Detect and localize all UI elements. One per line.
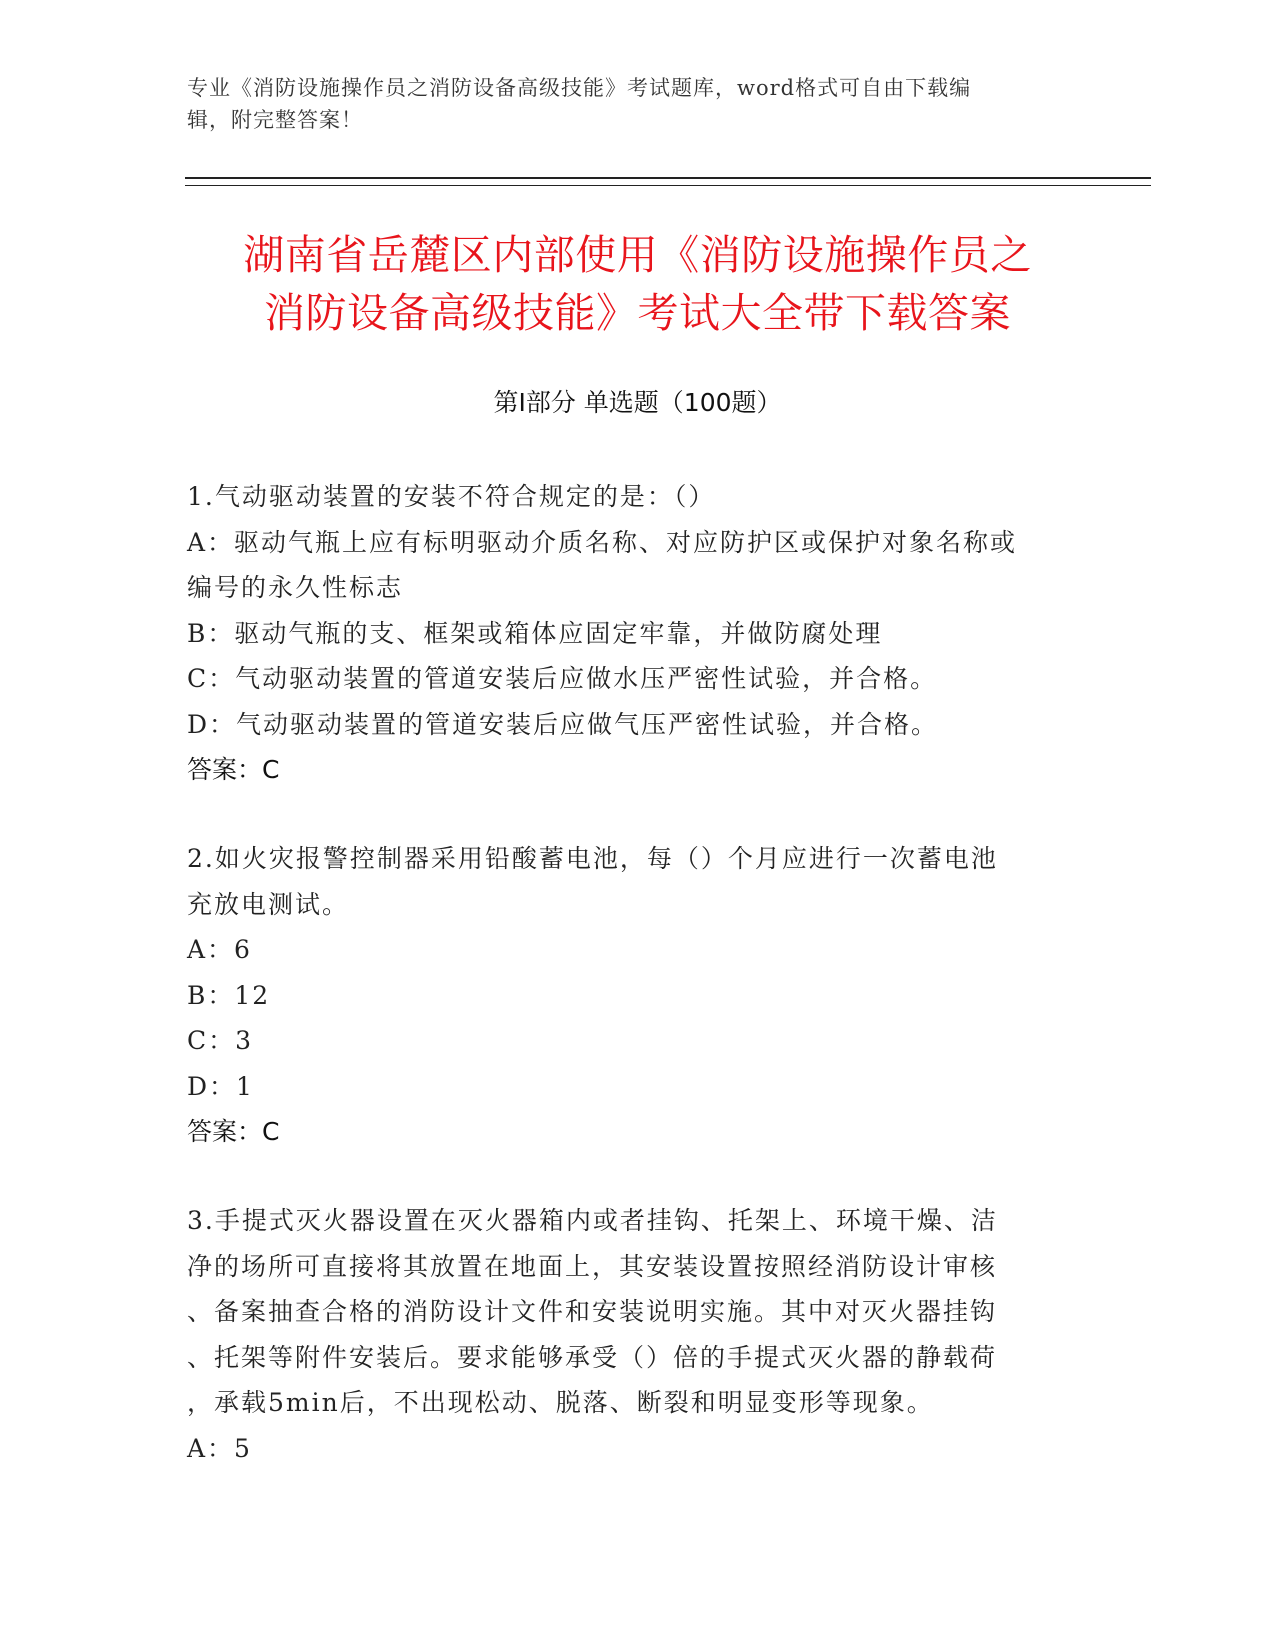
header-note (187, 72, 1087, 136)
question-1 (187, 474, 1067, 793)
question-stem-continued: 充放电测试。 (187, 889, 350, 919)
option-a-continued: 编号的永久性标志 (187, 573, 404, 602)
question-stem: 3.手提式灭火器设置在灭火器箱内或者挂钩、托架上、环境干燥、洁 (187, 1206, 998, 1235)
answer: 答案：C (187, 1117, 280, 1146)
option-d: D：1 (187, 1071, 254, 1101)
option-a: A：驱动气瓶上应有标明驱动介质名称、对应防护区或保护对象名称或 (187, 527, 1018, 557)
question-stem-continued: 、托架等附件安装后。要求能够承受（）倍的手提式灭火器的静载荷 (187, 1342, 998, 1372)
document-title-line-2: 消防设备高级技能》考试大全带下载答案 (264, 289, 1011, 337)
document-title-line-1: 湖南省岳麓区内部使用《消防设施操作员之 (243, 231, 1032, 279)
option-d: D：气动驱动装置的管道安装后应做气压严密性试验，并合格。 (187, 709, 939, 739)
question-stem-continued: ，承载5min后，不出现松动、脱落、断裂和明显变形等现象。 (187, 1388, 934, 1417)
question-stem: 1.气动驱动装置的安装不符合规定的是：（） (187, 482, 716, 511)
option-b: B：12 (187, 980, 271, 1010)
option-c: C：3 (187, 1026, 254, 1055)
option-a: A：5 (187, 1433, 252, 1463)
section-heading: 第Ⅰ部分 单选题（100题） (493, 388, 782, 417)
header-rule-thick (185, 177, 1151, 179)
question-stem-continued: 净的场所可直接将其放置在地面上，其安装设置按照经消防设计审核 (187, 1251, 998, 1281)
header-rule-thin (185, 185, 1151, 186)
question-stem-continued: 、备案抽查合格的消防设计文件和安装说明实施。其中对灭火器挂钩 (187, 1297, 998, 1326)
option-a: A：6 (187, 935, 252, 964)
question-2 (187, 836, 1067, 1155)
option-b: B：驱动气瓶的支、框架或箱体应固定牢靠，并做防腐处理 (187, 618, 883, 648)
header-note-line-1: 专业《消防设施操作员之消防设备高级技能》考试题库，word格式可自由下载编 (187, 76, 972, 100)
question-stem: 2.如火灾报警控制器采用铅酸蓄电池，每（）个月应进行一次蓄电池 (187, 844, 998, 873)
option-c: C：气动驱动装置的管道安装后应做水压严密性试验，并合格。 (187, 664, 938, 693)
answer: 答案：C (187, 755, 280, 784)
header-note-line-2: 辑，附完整答案！ (187, 108, 363, 132)
question-3 (187, 1198, 1067, 1471)
document-title (170, 226, 1105, 342)
